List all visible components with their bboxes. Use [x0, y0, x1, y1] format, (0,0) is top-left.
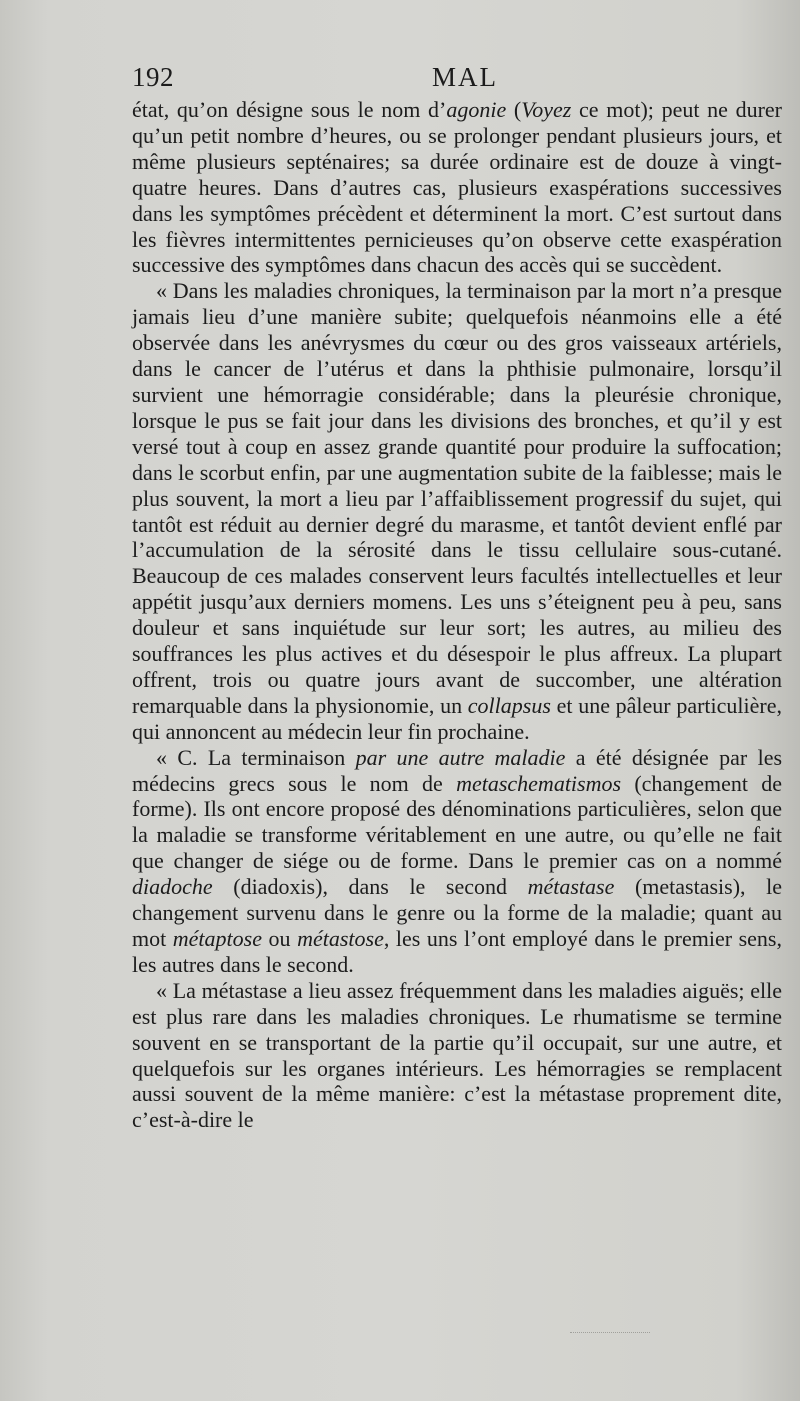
text-run: (changement de forme). Ils ont encore proposé des dénominations particulières, selon que la maladie se transforme véritablement en une autre, ou qu’elle ne fait que changer de siége ou de forme. Dans le premier cas on a nommé: [132, 770, 783, 874]
italic-run: métastase: [527, 874, 615, 900]
text-run: , les uns l’ont employé dans le premier sens, les autres dans le second.: [132, 926, 782, 977]
text-run: « Dans les maladies chroniques, la terminaison par la mort n’a presque jamais lieu d’une manière subite; quelquefois néanmoins elle a été observée dans les anévrysmes du cœur ou des gros vaisseaux artériels, dans le cancer de l’utérus et dans la phthisie pulmonaire, lorsqu’il survient une hémorragie considérable; dans la pleurésie chronique, lorsque le pus se fait jour dans les divisions des bronches, et qu’il y est versé tout à coup en assez grande quantité pour produire la suffocation; dans le scorbut enfin, par une augmentation subite de la faiblesse; mais le plus souvent, la mort a lieu par l’affaiblissement progressif du sujet, qui tantôt est réduit au dernier degré du marasme, et tantôt devient enflé par l’accumulation de la sérosité dans le tissu cellulaire sous-cutané. Beaucoup de ces malades conservent leurs facultés intellectuelles et leur appétit jusqu’aux derniers momens. Les uns s’éteignent peu à peu, sans douleur et sans inquiétude sur leur sort; les autres, au milieu des souffrances les plus actives et du désespoir le plus affreux. La plupart offrent, trois ou quatre jours avant de succomber, une altération remarquable dans la physionomie, un: [132, 278, 782, 718]
text-run: état, qu’on désigne sous le nom d’: [132, 97, 447, 122]
text-run: (metastasis), le changement survenu dans le genre ou la forme de la maladie; quant au mot: [132, 874, 782, 951]
paragraph: [132, 745, 782, 978]
italic-run: metaschematismos: [456, 770, 622, 796]
text-run: (: [506, 97, 522, 122]
text-run: ce mot); peut ne durer qu’un petit nombre d’heures, ou se prolonger pendant plusieurs jours, et même plusieurs septénaires; sa durée ordinaire est de douze à vingt-quatre heures. Dans d’autres cas, plusieurs exaspérations successives dans les symptômes précèdent et déterminent la mort. C’est surtout dans les fièvres intermittentes pernicieuses qu’on observe cette exaspération successive des symptômes dans chacun des accès qui se succèdent.: [132, 97, 782, 278]
text-run: (diadoxis), dans le second: [212, 874, 528, 900]
text-run: et une pâleur particulière, qui annoncent au médecin leur fin prochaine.: [132, 692, 782, 744]
ink-smudge: [570, 1332, 650, 1341]
italic-run: par une autre maladie: [355, 744, 566, 770]
text-run: « La métastase a lieu assez fréquemment dans les maladies aiguës; elle est plus rare dans les maladies chroniques. Le rhumatisme se termine souvent en se transportant de la partie qu’il occupait, sur une autre, et quelquefois sur les organes intérieurs. Les hémorragies se remplacent aussi souvent de la même manière: c’est la métastase proprement dite, c’est-à-dire le: [132, 977, 782, 1133]
text-run: a été désignée par les médecins grecs sous le nom de: [132, 744, 783, 796]
italic-run: Voyez: [521, 97, 572, 122]
paragraph: [132, 278, 782, 744]
italic-run: collapsus: [467, 692, 551, 718]
text-run: ou: [261, 926, 298, 951]
text-run: « C. La terminaison: [156, 744, 356, 770]
italic-run: métastose: [297, 926, 384, 951]
italic-run: agonie: [446, 97, 507, 122]
italic-run: métaptose: [172, 926, 262, 951]
paragraph: [132, 97, 782, 278]
page-header: [132, 62, 782, 98]
paragraph: [132, 978, 782, 1133]
page-number: 192: [132, 62, 174, 92]
running-head: MAL: [432, 62, 498, 92]
italic-run: diadoche: [132, 874, 213, 900]
body-text: [132, 97, 782, 1133]
